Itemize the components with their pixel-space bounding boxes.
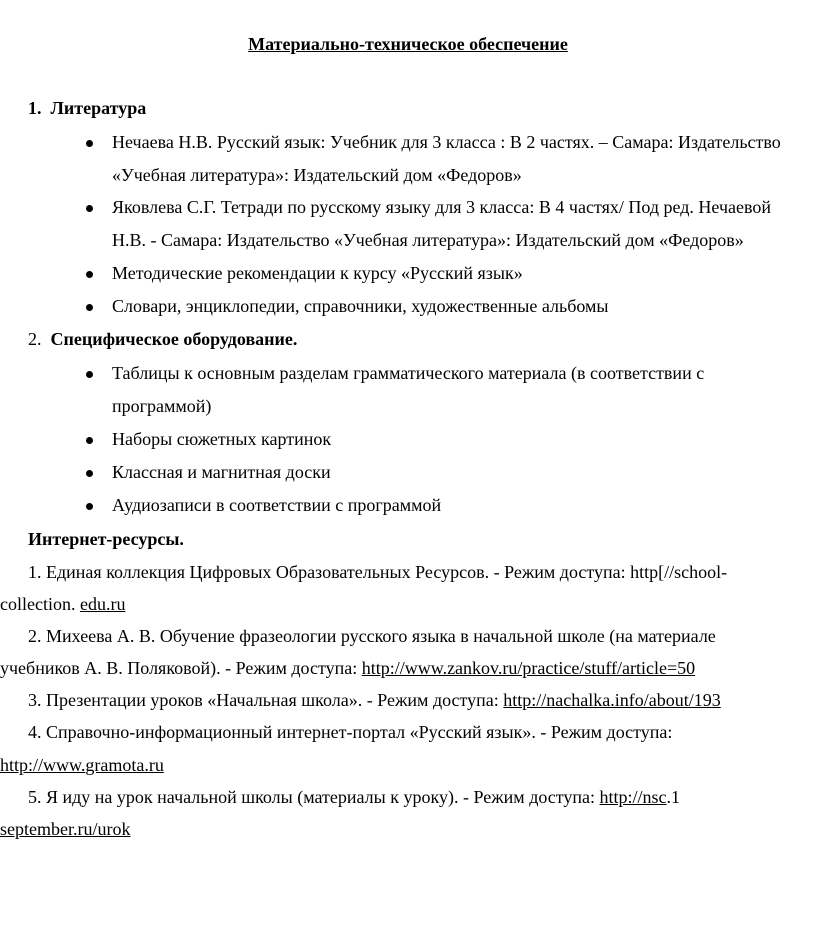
list-item: Яковлева С.Г. Тетради по русскому языку для 3 класса: В 4 частях/ Под ред. Нечаевой xyxy=(112,197,771,217)
section-2-title: Специфическое оборудование. xyxy=(50,329,298,349)
list-item-cont: Н.В. - Самара: Издательство «Учебная литература»: Издательский дом «Федоров» xyxy=(112,230,744,250)
resource-4-cont xyxy=(0,755,164,776)
resource-3 xyxy=(28,690,721,711)
resource-1-text: 1. Единая коллекция Цифровых Образовательных Ресурсов. - Режим доступа: http[//school- xyxy=(28,562,728,582)
section-2-heading xyxy=(28,329,297,350)
bullet-icon xyxy=(86,205,93,212)
list-item-cont: «Учебная литература»: Издательский дом «Федоров» xyxy=(112,165,522,185)
list-item: Наборы сюжетных картинок xyxy=(112,429,332,449)
bullet-icon xyxy=(86,503,93,510)
resource-5-cont-link[interactable]: september.ru/urok xyxy=(0,819,131,839)
resource-4-link-part2[interactable]: gramota.ru xyxy=(85,755,164,775)
section-1-title: Литература xyxy=(50,98,147,118)
bullet-icon xyxy=(86,304,93,311)
resource-2-text: 2. Михеева А. В. Обучение фразеологии русского языка в начальной школе (на материале xyxy=(28,626,716,646)
resource-5-after: .1 xyxy=(666,787,681,807)
resource-4-text: 4. Справочно-информационный интернет-портал «Русский язык». - Режим доступа: xyxy=(28,722,673,742)
page-title: Материально-техническое обеспечение xyxy=(248,34,568,54)
resource-5-cont xyxy=(0,819,130,840)
resource-2-link[interactable]: http://www.zankov.ru/practice/stuff/article=50 xyxy=(361,658,696,678)
bullet-icon xyxy=(86,271,93,278)
section-1-heading xyxy=(28,98,146,119)
list-item-cont: программой) xyxy=(112,396,212,416)
resource-2-cont-text: учебников А. В. Поляковой). - Режим доступа: xyxy=(0,658,362,678)
list-item: Аудиозаписи в соответствии с программой xyxy=(112,495,442,515)
list-item: Словари, энциклопедии, справочники, художественные альбомы xyxy=(112,296,609,316)
list-item: Классная и магнитная доски xyxy=(112,462,331,482)
list-item: Нечаева Н.В. Русский язык: Учебник для 3 класса : В 2 частях. – Самара: Издательство xyxy=(112,132,781,152)
resource-1-cont xyxy=(0,594,125,615)
resource-5-text: 5. Я иду на урок начальной школы (материалы к уроку). - Режим доступа: xyxy=(28,787,600,807)
bullet-icon xyxy=(86,140,93,147)
bullet-icon xyxy=(86,437,93,444)
list-item: Таблицы к основным разделам грамматического материала (в соответствии с xyxy=(112,363,705,383)
bullet-icon xyxy=(86,371,93,378)
section-2-number: 2. xyxy=(28,329,42,349)
resource-4-link-part1[interactable]: http://www. xyxy=(0,755,86,775)
resource-5 xyxy=(28,787,680,808)
internet-heading: Интернет-ресурсы. xyxy=(28,529,184,549)
resource-2-cont xyxy=(0,658,695,679)
section-1-number: 1. xyxy=(28,98,42,118)
resource-1-cont-text: collection. xyxy=(0,594,80,614)
bullet-icon xyxy=(86,470,93,477)
list-item: Методические рекомендации к курсу «Русский язык» xyxy=(112,263,523,283)
resource-3-link[interactable]: http://nachalka.info/about/193 xyxy=(503,690,721,710)
resource-5-link[interactable]: http://nsc xyxy=(599,787,667,807)
resource-1-link[interactable]: edu.ru xyxy=(79,594,126,614)
resource-3-text: 3. Презентации уроков «Начальная школа». - Режим доступа: xyxy=(28,690,504,710)
